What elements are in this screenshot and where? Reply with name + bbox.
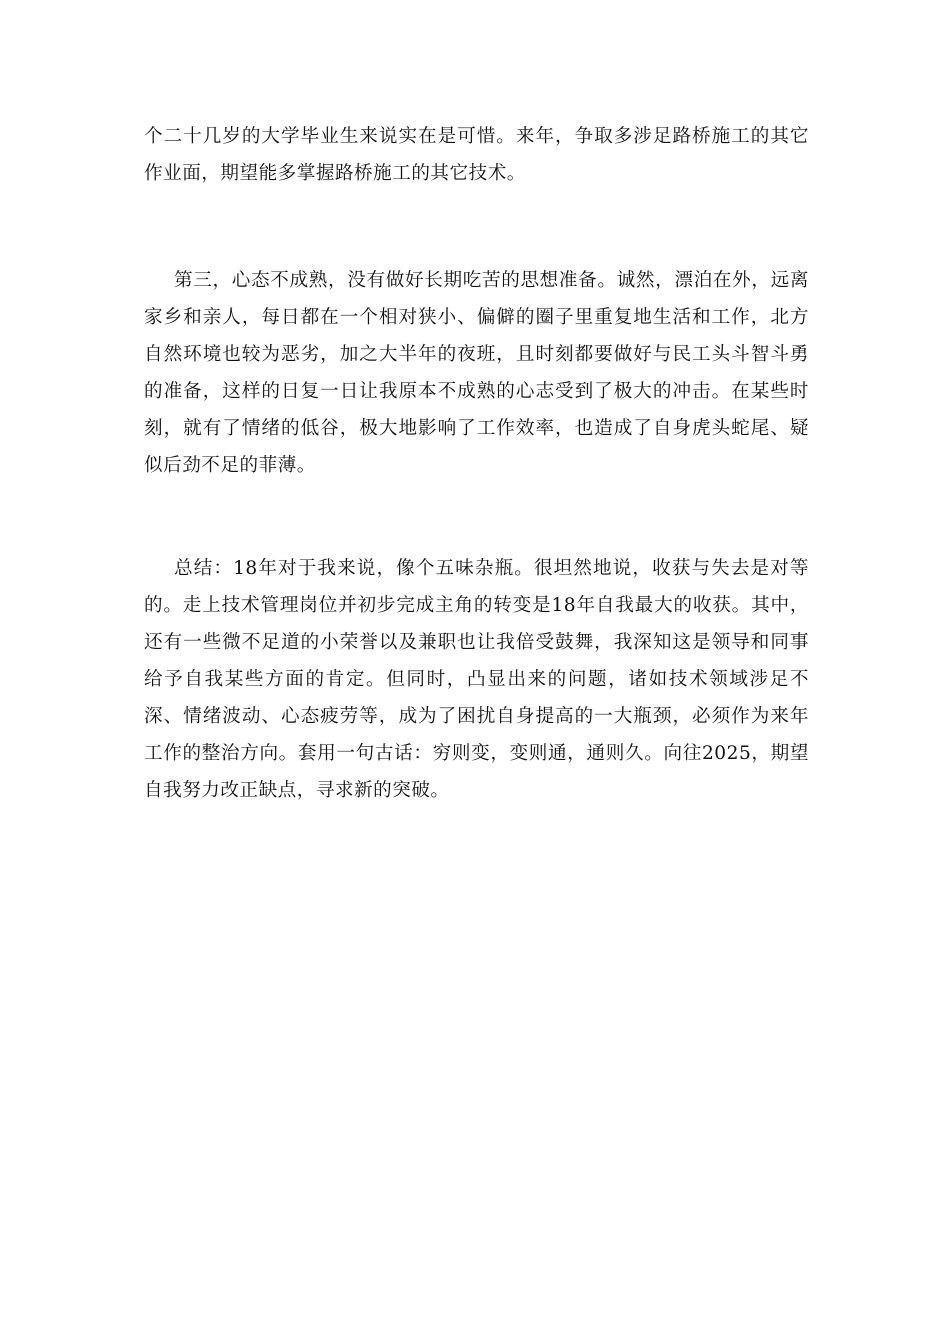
paragraph-third-point: 第三，心态不成熟，没有做好长期吃苦的思想准备。诚然，漂泊在外，远离家乡和亲人，每日都在一个相对狭小、偏僻的圈子里重复地生活和工作，北方自然环境也较为恶劣，加之大半年的夜班，且时刻都要做好与民工头斗智斗勇的准备，这样的日复一日让我原本不成熟的心志受到了极大的冲击。在某些时刻，就有了情绪的低谷，极大地影响了工作效率，也造成了自身虎头蛇尾、疑似后劲不足的菲薄。 xyxy=(144,270,809,476)
paragraph-continuation: 个二十几岁的大学毕业生来说实在是可惜。来年，争取多涉足路桥施工的其它作业面，期望能多掌握路桥施工的其它技术。 xyxy=(144,126,809,184)
paragraph-summary: 总结：18年对于我来说，像个五味杂瓶。很坦然地说，收获与失去是对等的。走上技术管理岗位并初步完成主角的转变是18年自我最大的收获。其中，还有一些微不足道的小荣誉以及兼职也让我倍受鼓舞，我深知这是领导和同事给予自我某些方面的肯定。但同时，凸显出来的问题，诸如技术领域涉足不深、情绪波动、心态疲劳等，成为了困扰自身提高的一大瓶颈，必须作为来年工作的整治方向。套用一句古话：穷则变，变则通，通则久。向往2025，期望自我努力改正缺点，寻求新的突破。 xyxy=(144,558,809,801)
